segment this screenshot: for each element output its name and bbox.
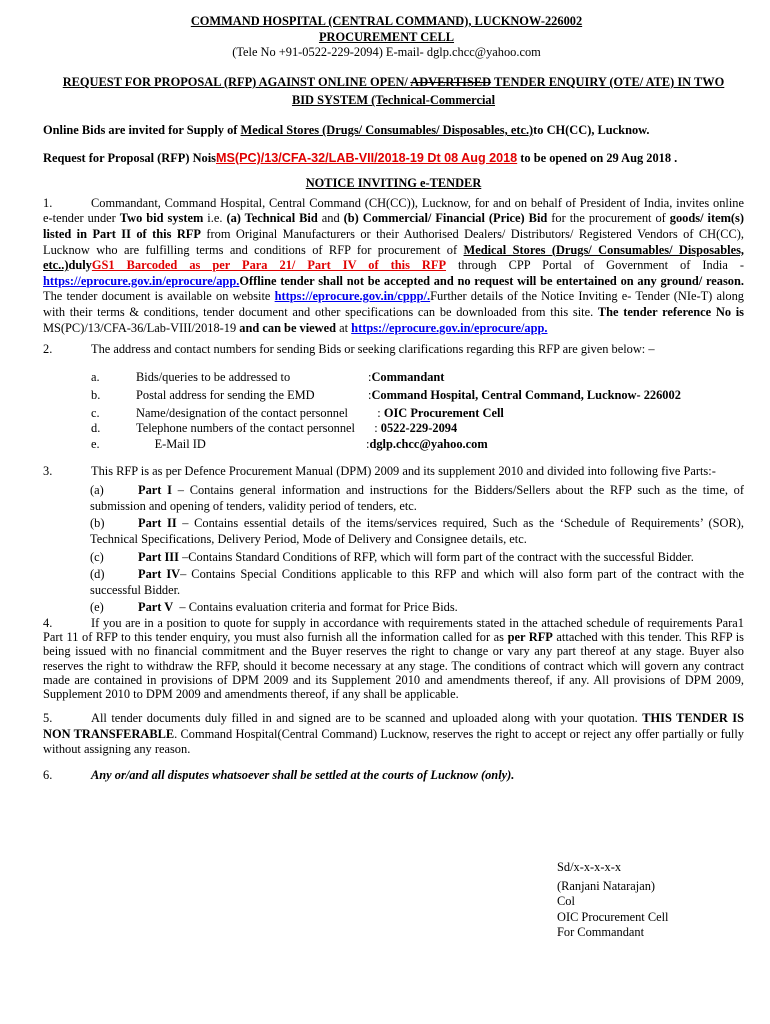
letterhead xyxy=(29,14,744,61)
row-label: Name/designation of the contact personnel xyxy=(136,406,348,421)
p4-t2: attached with this tender. This RFP is being issued with no financial commitment and the Buyer reserves the right to change or vary any part thereof at any stage. Buyer also reserves the right to withdraw the RFP, should it become necessary at any stage. The conditions of contract which will govern any contract made are contained in provisions of DPM 2009 and its Supplement 2010 and amendments thereof, if any. All provisions of DPM 2009, Supplement 2010 to DPM 2009 and amendments thereof, if any shall be applicable. xyxy=(43,630,744,702)
part-key: (e) xyxy=(90,600,104,615)
signatory-appointment: OIC Procurement Cell xyxy=(557,909,669,924)
p1-t5: from Original Manufacturers or their Authorised Dealers/ Distributors/ Registered Vendors of CH(CC), Lucknow who are fulfilling terms and conditions of RFP for procurement of xyxy=(43,226,745,257)
title-part1: REQUEST FOR PROPOSAL (RFP) AGAINST ONLINE OPEN/ xyxy=(62,74,411,89)
p1-b5: Medical Stores (Drugs/ Consumables/ Disposables, etc..) xyxy=(43,242,744,273)
title-line2: BID SYSTEM (Technical-Commercial xyxy=(291,93,496,108)
p1-b3: (b) Commercial/ Financial (Price) Bid xyxy=(343,211,548,226)
part-name: Part III xyxy=(138,549,179,564)
part-key: (c) xyxy=(90,549,104,564)
p1-t4: for the procurement of xyxy=(547,211,670,226)
row-key: c. xyxy=(91,406,100,421)
row-label: Telephone numbers of the contact personnel xyxy=(136,421,355,436)
para-1-num: 1. xyxy=(43,195,53,210)
p1-b9: and can be viewed xyxy=(239,320,337,335)
part-name: Part IV xyxy=(138,567,181,582)
p1-t3: and xyxy=(317,211,344,226)
para-2 xyxy=(43,342,744,358)
eprocure-link-2[interactable]: https://eprocure.gov.in/eprocure/app. xyxy=(351,320,548,335)
p1-b7: Offline tender shall not be accepted and no request will be entertained on any ground/ reason. xyxy=(239,273,744,288)
para-2-num: 2. xyxy=(43,342,53,357)
signature-block xyxy=(557,860,669,941)
part-desc: – Contains general information and instructions for the Bidders/Sellers about the RFP such as the time, of submission and opening of tenders, validity period of tenders, etc. xyxy=(90,483,744,513)
part-key: (a) xyxy=(90,483,104,498)
p1-b1: Two bid system xyxy=(119,211,204,226)
row-key: a. xyxy=(91,369,100,384)
rfp-pre: Request for Proposal (RFP) Nois xyxy=(43,150,216,165)
rfp-line xyxy=(43,151,744,167)
part-name: Part V xyxy=(138,600,174,615)
p1-t2: i.e. xyxy=(203,211,227,226)
signatory-rank: Col xyxy=(557,894,575,909)
para-3-text: This RFP is as per Defence Procurement Manual (DPM) 2009 and its supplement 2010 and divided into following five Parts:- xyxy=(91,463,716,478)
row-value: Command Hospital, Central Command, Lucknow- 226002 xyxy=(371,387,681,402)
row-key: e. xyxy=(91,436,100,451)
document-title xyxy=(43,75,744,109)
row-value: Commandant xyxy=(371,369,445,384)
p1-t8: Further details of the Notice Inviting e- Tender (NIe-T) along with their terms & conditions, tender document and other specifications can be downloaded from this site. xyxy=(43,289,744,319)
title-part2: TENDER ENQUIRY (OTE/ ATE) IN TWO xyxy=(491,74,725,89)
row-label: E-Mail ID xyxy=(136,436,206,451)
p1-b8: The tender reference No is xyxy=(597,304,744,319)
parts-list xyxy=(90,483,744,616)
signature-mark: Sd/x-x-x-x-x xyxy=(557,860,622,874)
para-6-num: 6. xyxy=(43,768,53,783)
p1-t7: The tender document is available on website xyxy=(43,289,275,304)
p1-t6: through CPP Portal of Government of India - xyxy=(446,258,744,273)
p1-t1: Commandant, Command Hospital, Central Command (CH(CC)), Lucknow, for and on behalf of President of India, invites online e-tender under xyxy=(43,195,744,226)
signatory-name: (Ranjani Natarajan) xyxy=(557,878,656,893)
part-key: (b) xyxy=(90,516,105,531)
p1-t10: at xyxy=(336,320,352,335)
contact-table xyxy=(91,370,744,452)
part-item xyxy=(90,516,744,547)
p5-t1: All tender documents duly filled in and signed are to be scanned and uploaded along with your quotation. xyxy=(91,711,643,726)
para-2-text: The address and contact numbers for sending Bids or seeking clarifications regarding this RFP are given below: – xyxy=(91,342,655,357)
contact-row xyxy=(91,406,744,421)
rfp-number: MS(PC)/13/CFA-32/LAB-VII/2018-19 Dt 08 Aug 2018 xyxy=(216,150,518,165)
para-5 xyxy=(43,711,744,758)
p4-t1: If you are in a position to quote for supply in accordance with requirements stated in the attached schedule of requirements Para1 Part 11 of RFP to this tender enquiry, you must also furnish all the information called for as xyxy=(43,616,744,645)
part-name: Part I xyxy=(138,483,172,498)
p1-b2: (a) Technical Bid xyxy=(226,211,318,226)
para-4-num: 4. xyxy=(43,616,53,631)
invite-line xyxy=(43,123,744,139)
contact-row xyxy=(91,421,744,436)
p5-b1: THIS TENDER IS NON TRANSFERABLE xyxy=(43,711,744,741)
gs1-barcode-note: GS1 Barcoded as per Para 21/ Part IV of this RFP xyxy=(91,258,447,273)
row-key: b. xyxy=(91,387,101,402)
part-desc: – Contains evaluation criteria and format for Price Bids. xyxy=(173,600,458,615)
para-5-num: 5. xyxy=(43,711,53,726)
part-item xyxy=(90,600,744,616)
eprocure-link-1[interactable]: https://eprocure.gov.in/eprocure/app. xyxy=(43,273,240,288)
rfp-post: to be opened on 29 Aug 2018 . xyxy=(517,150,678,165)
para-3-num: 3. xyxy=(43,463,53,478)
part-name: Part II xyxy=(138,516,177,531)
row-value: OIC Procurement Cell xyxy=(383,406,504,421)
invite-post: to CH(CC), Lucknow. xyxy=(533,122,650,137)
para-6-text: Any or/and all disputes whatsoever shall be settled at the courts of Lucknow (only). xyxy=(91,768,515,783)
invite-pre: Online Bids are invited for Supply of xyxy=(43,122,241,137)
p1-b6: duly xyxy=(68,258,92,273)
signatory-for: For Commandant xyxy=(557,925,645,940)
row-value: 0522-229-2094 xyxy=(380,421,458,436)
contact-row xyxy=(91,437,744,452)
row-key: d. xyxy=(91,421,101,436)
notice-heading xyxy=(43,176,744,192)
part-item xyxy=(90,550,744,566)
contact-row xyxy=(91,370,744,385)
cell-name: PROCUREMENT CELL xyxy=(318,29,455,44)
para-6 xyxy=(43,768,744,784)
row-colon: : xyxy=(366,436,370,451)
para-1 xyxy=(43,196,744,336)
part-item xyxy=(90,483,744,514)
row-label: Bids/queries to be addressed to xyxy=(136,369,291,384)
p1-b4: goods/ item(s) listed in Part II of this RFP xyxy=(43,211,744,241)
p5-t2: . Command Hospital(Central Command) Lucknow, reserves the right to accept or reject any offer partially or fully without assigning any reason. xyxy=(43,726,744,757)
p4-b1: per RFP xyxy=(507,630,553,645)
row-value: dglp.chcc@yahoo.com xyxy=(369,436,488,451)
notice-heading-text: NOTICE INVITING e-TENDER xyxy=(305,176,482,191)
part-desc: – Contains Special Conditions applicable to this RFP and which will also form part of the contract with the successful Bidder. xyxy=(90,567,744,597)
row-colon: : xyxy=(368,387,372,402)
p1-t9: MS(PC)/13/CFA-36/Lab-VIII/2018-19 xyxy=(43,320,240,335)
part-item xyxy=(90,567,744,598)
title-struck: ADVERTISED xyxy=(410,74,492,89)
part-key: (d) xyxy=(90,567,105,582)
part-desc: – Contains essential details of the items/services required, Such as the ‘Schedule of Requirements’ (SOR), Technical Specifications, Delivery Period, Mode of Delivery and Consignee details, etc. xyxy=(90,516,744,547)
row-colon: : xyxy=(368,406,384,421)
contact-row xyxy=(91,388,744,403)
row-colon: : xyxy=(368,369,372,384)
contact-line: (Tele No +91-0522-229-2094) E-mail- dglp.chcc@yahoo.com xyxy=(232,45,541,60)
hospital-name: COMMAND HOSPITAL (CENTRAL COMMAND), LUCKNOW-226002 xyxy=(190,14,583,28)
para-4 xyxy=(43,616,744,701)
row-colon: : xyxy=(368,421,381,436)
part-desc: –Contains Standard Conditions of RFP, which will form part of the contract with the successful Bidder. xyxy=(178,549,694,564)
cppp-link[interactable]: https://eprocure.gov.in/cppp/. xyxy=(274,289,431,304)
para-3 xyxy=(43,464,744,480)
invite-items: Medical Stores (Drugs/ Consumables/ Disposables, etc.) xyxy=(240,122,534,137)
row-label: Postal address for sending the EMD xyxy=(136,387,315,402)
